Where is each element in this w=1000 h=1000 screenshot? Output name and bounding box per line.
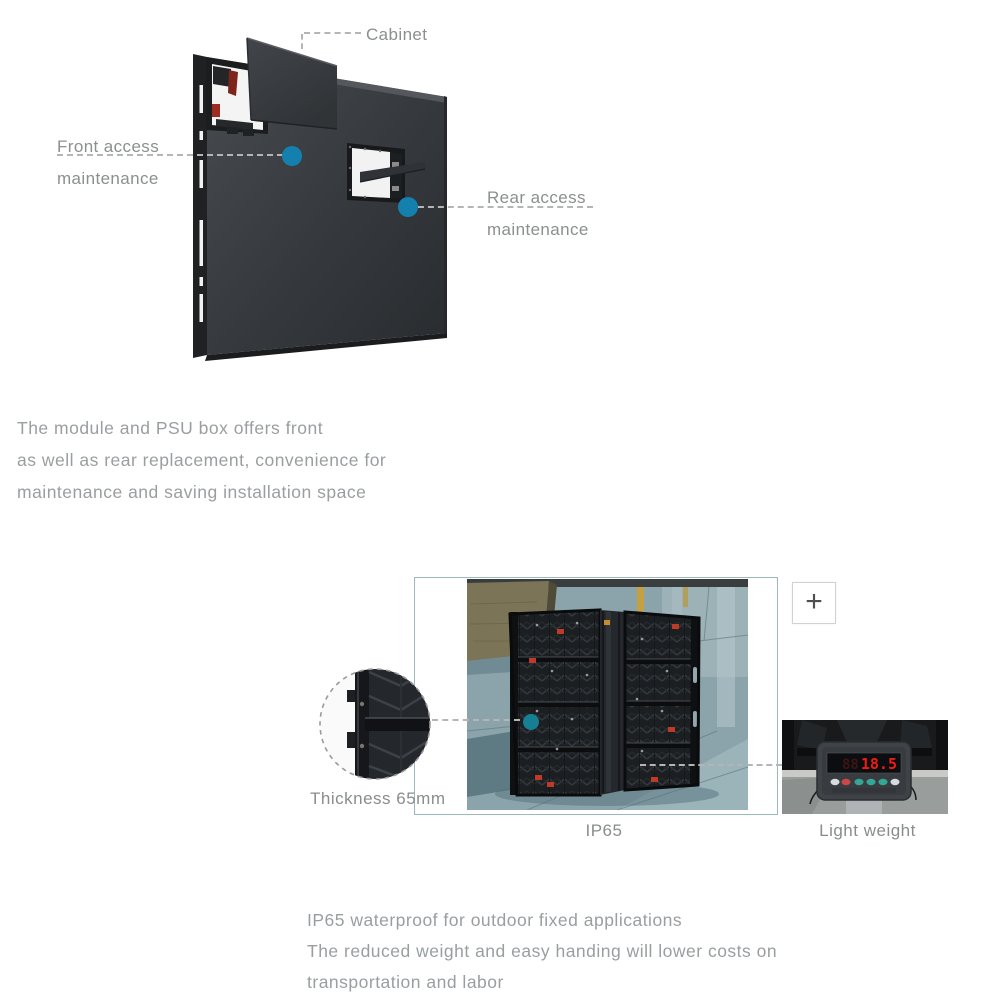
ip65-panels-photo (467, 579, 748, 810)
svg-text:88: 88 (842, 757, 859, 773)
intro-line: The module and PSU box offers front (17, 418, 324, 438)
removed-module (247, 38, 337, 129)
expand-button[interactable]: + (792, 582, 836, 624)
intro-paragraph (17, 412, 386, 508)
outro-line: IP65 waterproof for outdoor fixed applications (307, 910, 683, 930)
rear-access-label-line2: maintenance (487, 220, 589, 239)
cabinet-leader-line-vertical (301, 34, 303, 49)
ip65-caption: IP65 (585, 821, 623, 840)
front-access-label (57, 135, 159, 190)
rear-access-marker-dot (398, 197, 418, 217)
thickness-leader-line (432, 719, 520, 721)
front-access-marker-dot (282, 146, 302, 166)
rear-access-label-line1: Rear access (487, 188, 586, 207)
scale-indicator-head (817, 742, 911, 800)
thickness-zoom-circle (317, 666, 433, 782)
outro-line: transportation and labor (307, 972, 504, 992)
outro-paragraph (307, 905, 777, 998)
front-access-label-line1: Front access (57, 137, 160, 156)
outro-line: The reduced weight and easy handing will lower costs on (307, 941, 778, 961)
cabinet-illustration (180, 25, 470, 370)
thickness-label: Thickness 65mm (310, 789, 446, 808)
scale-reading: 18.5 (860, 755, 897, 773)
panel-center-frame (600, 610, 625, 795)
intro-line: maintenance and saving installation space (17, 482, 367, 502)
cabinet-leader-line (304, 32, 361, 34)
front-access-label-line2: maintenance (57, 169, 159, 188)
rear-access-label (487, 186, 589, 241)
weighing-scale-photo (782, 720, 948, 814)
cabinet-label: Cabinet (366, 25, 428, 44)
light-weight-leader-line (640, 764, 782, 766)
intro-line: as well as rear replacement, convenience for (17, 450, 387, 470)
thickness-marker-dot (523, 714, 539, 730)
led-panel-left (510, 610, 600, 795)
light-weight-caption: Light weight (819, 821, 916, 840)
